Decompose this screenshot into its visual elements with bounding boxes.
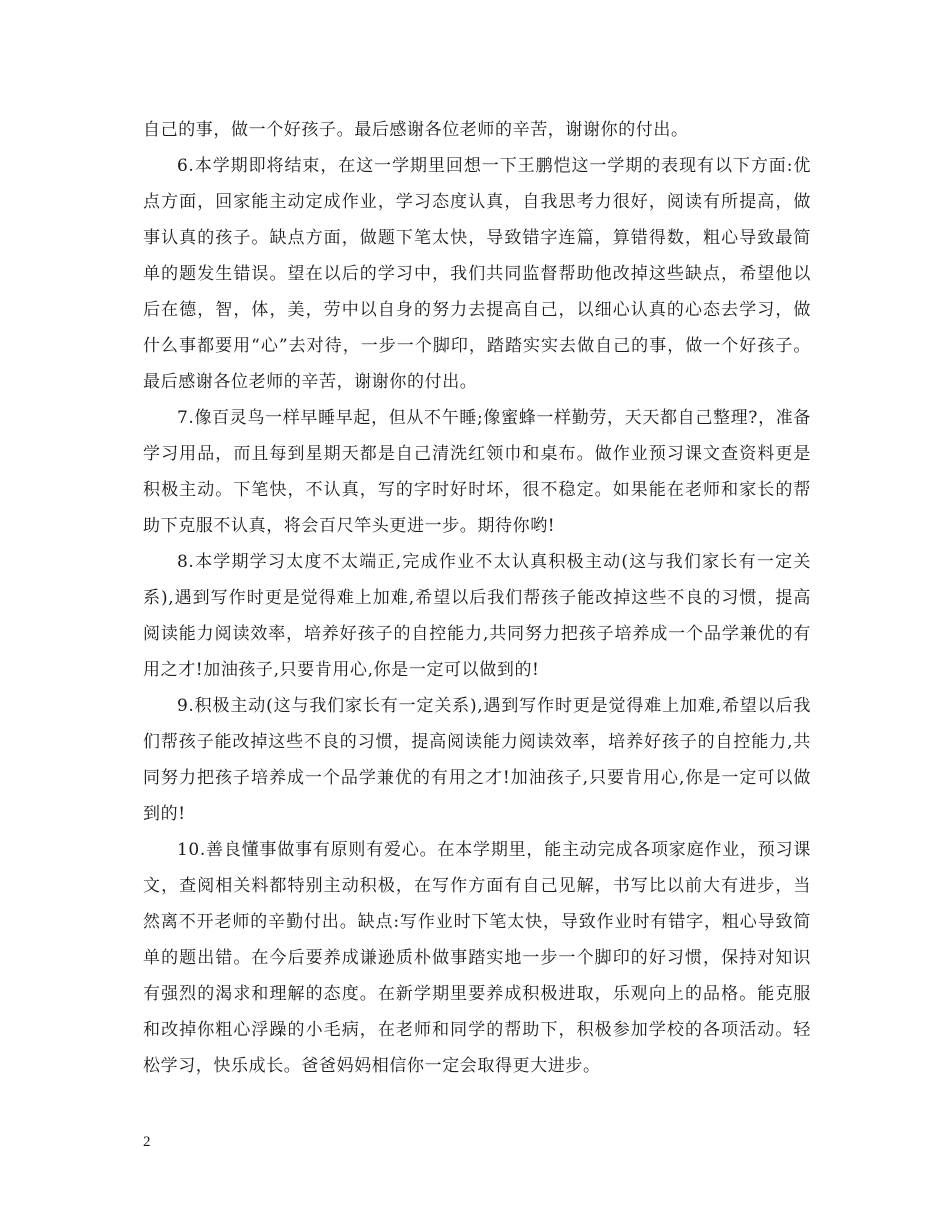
paragraph-item-10: 10.善良懂事做事有原则有爱心。在本学期里，能主动完成各项家庭作业，预习课文，查阅相关料都特别主动积极，在写作方面有自己见解，书写比以前大有进步，当然离不开老师的辛勤付出。缺点:写作业时下笔太快，导致作业时有错字，粗心导致简单的题出错。在今后要养成谦逊质朴做事踏实地一步一个脚印的好习惯，保持对知识有强烈的渴求和理解的态度。在新学期里要养成积极进取，乐观向上的品格。能克服和改掉你粗心浮躁的小毛病，在老师和同学的帮助下，积极参加学校的各项活动。轻松学习，快乐成长。爸爸妈妈相信你一定会取得更大进步。 — [143, 840, 811, 1076]
page-number: 2 — [143, 1134, 151, 1150]
document-body — [143, 112, 811, 1084]
paragraph-item-8: 8.本学期学习太度不太端正,完成作业不太认真积极主动(这与我们家长有一定关系),遇到写作时更是觉得难上加难,希望以后我们帮孩子能改掉这些不良的习惯，提高阅读能力阅读效率，培养好孩子的自控能力,共同努力把孩子培养成一个品学兼优的有用之才!加油孩子,只要肯用心,你是一定可以做到的! — [143, 552, 811, 680]
paragraph-item-7: 7.像百灵鸟一样早睡早起，但从不午睡;像蜜蜂一样勤劳，天天都自己整理?，准备学习用品，而且每到星期天都是自己清洗红领巾和桌布。做作业预习课文查资料更是积极主动。下笔快，不认真，写的字时好时坏，很不稳定。如果能在老师和家长的帮助下克服不认真，将会百尺竿头更进一步。期待你哟! — [143, 408, 811, 536]
paragraph-continuation: 自己的事，做一个好孩子。最后感谢各位老师的辛苦，谢谢你的付出。 — [143, 120, 689, 140]
paragraph-item-9: 9.积极主动(这与我们家长有一定关系),遇到写作时更是觉得难上加难,希望以后我们帮孩子能改掉这些不良的习惯，提高阅读能力阅读效率，培养好孩子的自控能力,共同努力把孩子培养成一个品学兼优的有用之才!加油孩子,只要肯用心,你是一定可以做到的! — [143, 696, 811, 824]
paragraph-item-6: 6.本学期即将结束，在这一学期里回想一下王鹏恺这一学期的表现有以下方面:优点方面，回家能主动定成作业，学习态度认真，自我思考力很好，阅读有所提高，做事认真的孩子。缺点方面，做题下笔太快，导致错字连篇，算错得数，粗心导致最简单的题发生错误。望在以后的学习中，我们共同监督帮助他改掉这些缺点，希望他以后在德，智，体，美，劳中以自身的努力去提高自己，以细心认真的心态去学习，做什么事都要用“心”去对待，一步一个脚印，踏踏实实去做自己的事，做一个好孩子。最后感谢各位老师的辛苦，谢谢你的付出。 — [143, 156, 811, 392]
